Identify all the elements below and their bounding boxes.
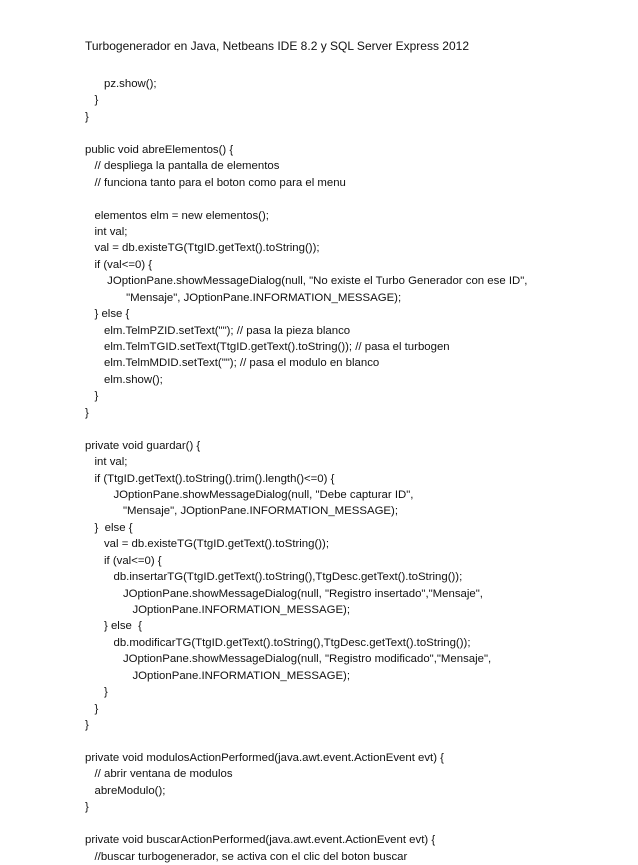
code-line: elm.TelmPZID.setText(""); // pasa la pieza blanco [85, 324, 351, 337]
code-line: if (TtgID.getText().toString().trim().length()<=0) { [85, 472, 335, 485]
code-line: private void buscarActionPerformed(java.awt.event.ActionEvent evt) { [85, 834, 436, 847]
code-line: db.modificarTG(TtgID.getText().toString(),TtgDesc.getText().toString()); [85, 636, 471, 649]
code-line: elm.show(); [85, 373, 163, 386]
code-line: // funciona tanto para el boton como para el menu [85, 176, 346, 189]
code-line: JOptionPane.showMessageDialog(null, "Registro modificado","Mensaje", [85, 653, 492, 666]
code-line: // despliega la pantalla de elementos [85, 160, 280, 173]
page-header: Turbogenerador en Java, Netbeans IDE 8.2 y SQL Server Express 2012 [85, 39, 469, 53]
code-line: JOptionPane.showMessageDialog(null, "Registro insertado","Mensaje", [85, 587, 483, 600]
code-line [85, 816, 605, 832]
code-line: } else { [85, 620, 142, 633]
code-line: } else { [85, 308, 130, 321]
code-line [85, 191, 605, 207]
code-line: } else { [85, 521, 133, 534]
code-line: "Mensaje", JOptionPane.INFORMATION_MESSAGE); [85, 291, 402, 304]
code-line: //buscar turbogenerador, se activa con el clic del boton buscar [85, 850, 408, 863]
code-line [85, 734, 605, 750]
code-line [85, 421, 605, 437]
code-line: pz.show(); [85, 78, 157, 90]
code-line: } [85, 801, 89, 814]
code-line: int val; [85, 225, 128, 238]
code-line: JOptionPane.INFORMATION_MESSAGE); [85, 669, 351, 682]
code-line: JOptionPane.INFORMATION_MESSAGE); [85, 604, 351, 616]
code-line: JOptionPane.showMessageDialog(null, "Debe capturar ID", [85, 488, 414, 501]
code-line: "Mensaje", JOptionPane.INFORMATION_MESSAGE); [85, 505, 398, 518]
code-line: db.insertarTG(TtgID.getText().toString(),TtgDesc.getText().toString()); [85, 571, 463, 584]
code-line: } [85, 702, 99, 715]
code-line: // abrir ventana de modulos [85, 768, 233, 781]
code-line: abreModulo(); [85, 784, 166, 797]
code-line: public void abreElementos() { [85, 143, 234, 156]
code-line: val = db.existeTG(TtgID.getText().toString()); [85, 538, 330, 551]
code-line: elm.TelmMDID.setText(""); // pasa el modulo en blanco [85, 357, 380, 370]
code-line: } [85, 719, 89, 732]
code-line: JOptionPane.showMessageDialog(null, "No existe el Turbo Generador con ese ID", [85, 275, 528, 288]
code-line: int val; [85, 456, 128, 469]
code-listing [85, 76, 605, 865]
code-line: elm.TelmTGID.setText(TtgID.getText().toString()); // pasa el turbogen [85, 341, 450, 353]
code-line [85, 125, 605, 141]
code-line: private void guardar() { [85, 439, 201, 452]
code-line: } [85, 406, 89, 419]
code-line: if (val<=0) { [85, 554, 162, 567]
code-line: val = db.existeTG(TtgID.getText().toString()); [85, 242, 320, 255]
code-line: } [85, 686, 108, 699]
code-line: } [85, 94, 99, 107]
code-line: } [85, 110, 89, 123]
code-line: elementos elm = new elementos(); [85, 209, 269, 222]
code-line: if (val<=0) { [85, 258, 153, 271]
code-line: private void modulosActionPerformed(java.awt.event.ActionEvent evt) { [85, 751, 444, 764]
code-line: } [85, 390, 99, 403]
